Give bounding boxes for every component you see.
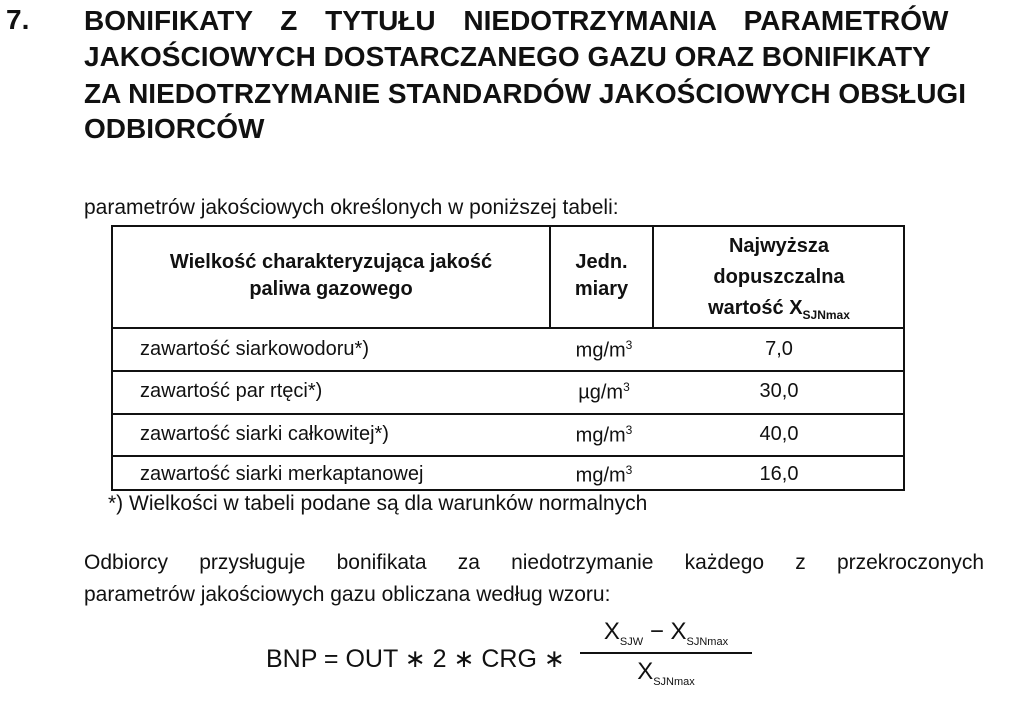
formula-symbol: − X [643, 618, 687, 645]
paragraph-line-2: parametrów jakościowych gazu obliczana według wzoru: [84, 583, 611, 606]
fraction-numerator [580, 618, 752, 648]
section-number: 7. [6, 4, 30, 35]
table-header-unit [551, 249, 652, 303]
header-text: wartość X [708, 297, 803, 319]
table-row-divider [113, 370, 903, 372]
formula-subscript: SJW [619, 635, 644, 648]
unit-text: µg/m [578, 381, 624, 404]
formula-symbol: X [603, 618, 620, 645]
table-cell-value: 40,0 [759, 423, 799, 445]
quality-parameters-table [111, 225, 905, 491]
header-text: Jedn. [575, 251, 628, 273]
unit-superscript: 3 [623, 380, 630, 394]
formula-lhs: BNP = OUT ∗ 2 ∗ CRG ∗ [266, 645, 565, 673]
table-cell-unit [549, 463, 659, 488]
unit-superscript: 3 [625, 338, 633, 352]
table-row-divider [113, 413, 903, 415]
unit-text: mg/m [575, 339, 626, 362]
header-text: miary [574, 278, 629, 300]
table-header-parameter [113, 249, 549, 303]
table-footnote: *) Wielkości w tabeli podane są dla warunków normalnych [108, 492, 648, 515]
fraction-bar [580, 652, 752, 654]
table-cell-value: 16,0 [759, 463, 799, 485]
table-cell-parameter: zawartość siarki całkowitej*) [140, 423, 389, 445]
header-text: paliwa gazowego [249, 278, 413, 300]
paragraph-line-1: Odbiorcy przysługuje bonifikata za niedotrzymanie każdego z przekroczonych [84, 551, 984, 574]
table-cell-value: 7,0 [765, 338, 793, 360]
table-row-divider [113, 455, 903, 457]
table-header-max-value [654, 231, 904, 331]
table-cell-unit [549, 423, 659, 448]
header-text: Wielkość charakteryzująca jakość [169, 251, 493, 273]
unit-superscript: 3 [625, 463, 633, 477]
formula-symbol: X [637, 658, 654, 685]
header-text: Najwyższa [728, 235, 830, 257]
table-cell-unit [549, 380, 659, 405]
unit-text: mg/m [575, 464, 626, 487]
section-title-line-1: BONIFIKATY Z TYTUŁU NIEDOTRZYMANIA PARAMETRÓW [84, 5, 949, 36]
table-cell-parameter: zawartość par rtęci*) [140, 380, 323, 402]
section-title-line-4: ODBIORCÓW [84, 113, 265, 144]
header-text: dopuszczalna [713, 266, 845, 288]
header-text [654, 293, 904, 331]
fraction-denominator [580, 658, 752, 688]
section-title-line-2: JAKOŚCIOWYCH DOSTARCZANEGO GAZU ORAZ BONIFIKATY [84, 41, 931, 72]
section-title-line-3: ZA NIEDOTRZYMANIE STANDARDÓW JAKOŚCIOWYCH OBSŁUGI [84, 78, 966, 109]
intro-text: parametrów jakościowych określonych w poniższej tabeli: [84, 196, 619, 219]
unit-text: mg/m [575, 424, 626, 447]
table-cell-parameter: zawartość siarkowodoru*) [140, 338, 369, 360]
unit-superscript: 3 [625, 423, 633, 437]
header-subscript: SJNmax [802, 308, 850, 322]
table-cell-unit [549, 338, 659, 363]
formula-subscript: SJNmax [686, 635, 729, 648]
formula-subscript: SJNmax [653, 675, 695, 688]
table-cell-value: 30,0 [759, 380, 799, 402]
table-cell-parameter: zawartość siarki merkaptanowej [140, 463, 424, 485]
